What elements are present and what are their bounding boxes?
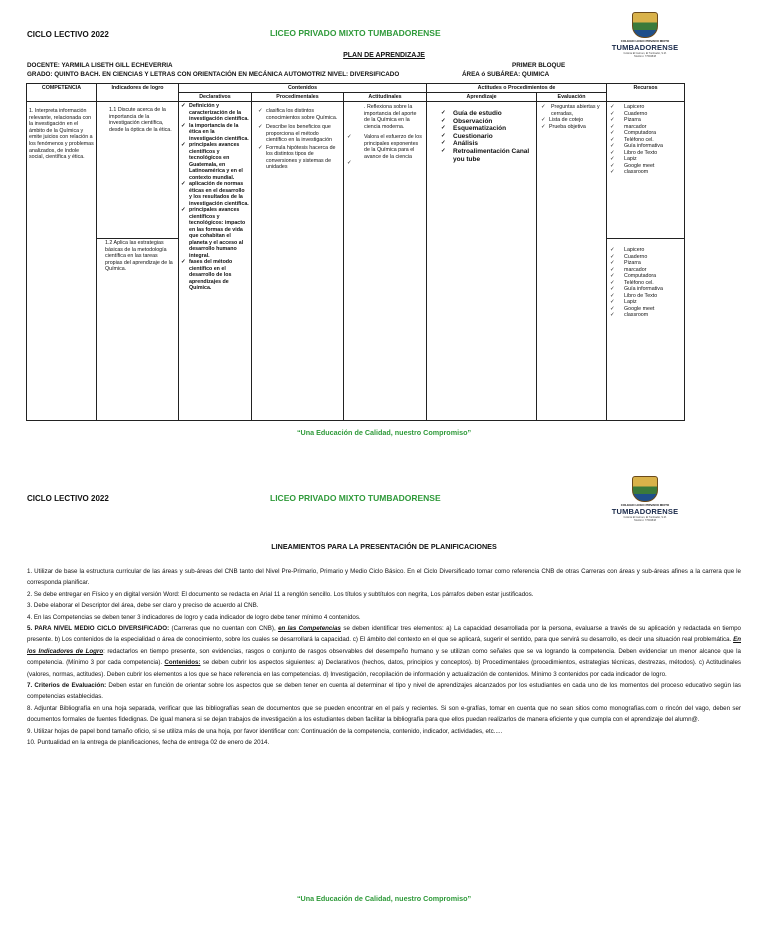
guideline-item: 1. Utilizar de base la estructura curricular de las áreas y sub-áreas del CNB tanto del Nivel Pre-Primario, Primario y Medio Ciclo Básico. En el Ciclo Diversificado tomar como referencia CNB de otras Carreras con áreas y sub-áreas afines a la carrera que le corresponda planificar. (27, 568, 741, 587)
subheader-aprendizaje: Aprendizaje (427, 93, 537, 102)
guideline-text: se deben cubrir los aspectos siguientes: a) Declarativos (hechos, datos, principios y conceptos). b) Procedimentales (procedimientos, estrategias técnicas, destrezas, métodos). c) Actitudinales (valores, normas, actitudes). Deben cubrir los elementos a los que se hace referencia en las competencias. d) Investigación, recopilación de información y actualización de contenidos. Mínimo 3 contenidos por cada indicador de logro. (27, 659, 742, 678)
guideline-emphasis: Contenidos: (164, 659, 201, 667)
teacher-line: DOCENTE: YARMILA LISETH GILL ECHEVERRIA (27, 62, 173, 69)
list-item: ✓ Lapiz (610, 156, 682, 163)
evaluacion-list (541, 104, 604, 130)
actitudinales-list (347, 134, 423, 160)
list-item: ✓ Formula hipótesis hacerca de los distintos tipos de conversiones y sistemas de unidades (258, 145, 339, 171)
logo-name: TUMBADORENSE (611, 43, 679, 52)
guideline-text: : redactarlos en tiempo presente, son evidencias, rasgos o conjunto de rasgos observables del desempeño humano y se utilizan como señales que se va logrando la competencia. Deben evidenciar un menor alcance que la competencia. (Mínimo 3 por cada competencia). (27, 647, 741, 667)
guideline-item (27, 623, 741, 680)
list-item: ✓ Computadora (610, 130, 682, 137)
list-item: ✓ clasifica los distintos conocimientos sobre Química. (258, 108, 339, 121)
shield-icon (632, 12, 658, 38)
header-indicadores: Indicadores de logro (97, 84, 179, 102)
guideline-lead: 5. PARA NIVEL MEDIO CICLO DIVERSIFICADO: (27, 625, 170, 633)
logo-top-text: COLEGIO LICEO PRIVADO MIXTO (620, 39, 670, 43)
list-item: ✓ Lista de cotejo (541, 117, 604, 124)
list-item: ✓ Cuaderno (610, 111, 682, 118)
list-item: ✓ Computadora (610, 273, 682, 280)
school-name: LICEO PRIVADO MIXTO TUMBADORENSE (270, 28, 441, 38)
logo-address: Colonia El Carmen, El Tumbador, S.M. (623, 52, 667, 55)
recursos-cell-2 (607, 239, 685, 421)
indicador-2-cell: 1.2 Aplica las estrategias básicas de la metodología científica en las tareas propias del aprendizaje de la Química. (97, 239, 179, 421)
list-item: ✓ Observación (441, 118, 532, 126)
subheader-declarativos: Declarativos (179, 93, 252, 102)
subheader-actitudinales: Actitudinales (344, 93, 427, 102)
list-item: ✓ classroom (610, 169, 682, 176)
guideline-text: se deben identificar tres elementos: a) La capacidad desarrollada por la persona, evaluarse a través de su aplicación y redactada en tiempo presente. b) Los contenidos de la especialidad o área de conocimiento, sobre los cuales se desarrollará la capacidad. c) El ámbito del contexto en el que se aplicará, sugerir el sentido, para que servirá su desarrollo, es decir una situación real problemática. (27, 625, 741, 644)
page-header-1 (0, 0, 768, 60)
list-item: ✓ Guía de estudio (441, 110, 532, 118)
aprendizaje-list (441, 110, 532, 163)
guideline-item: 10. Puntualidad en la entrega de planificaciones, fecha de entrega 02 de enero de 2014. (27, 739, 270, 747)
list-item: ✓ Cuaderno (610, 254, 682, 261)
list-item: ✓ Describe los beneficios que proporciona el método científico en la investigación (258, 124, 339, 144)
guideline-text: (Carreras que no cuentan con CNB), (169, 625, 279, 633)
list-item: ✓ Guía informativa (610, 143, 682, 150)
guideline-item: 2. Se debe entregar en Físico y en digital versión Word: El documento se redacta en Arial 11 a renglón sencillo. Los títulos y subtítulos con negrita, Los párrafos deben estar justificados. (27, 590, 534, 598)
plan-table (26, 83, 685, 421)
shield-icon (632, 476, 658, 502)
cycle-label: CICLO LECTIVO 2022 (27, 30, 109, 39)
guideline-emphasis: en las Competencias (278, 625, 341, 633)
subheader-procedimentales: Procedimentales (252, 93, 344, 102)
logo-phone: Teléfono: 77694848 (634, 55, 656, 58)
list-item: ✓ Lapicero (610, 104, 682, 111)
list-item: ✓ fases del método científico en el desarrollo de los aprendizajes de Química. (181, 259, 249, 292)
list-item: ✓ principales avances científicos y tecnológicos en Guatemala, en Latinoamérica y en el contexto mundial. (181, 142, 249, 181)
area-line: ÁREA ó SUBÁREA: QUIMICA (462, 71, 550, 78)
recursos-cell-1 (607, 102, 685, 239)
header-recursos: Recursos (607, 84, 685, 102)
list-item: ✓ marcador (610, 267, 682, 274)
grade-line: GRADO: QUINTO BACH. EN CIENCIAS Y LETRAS CON ORIENTACIÓN EN MECÁNICA AUTOMOTRIZ NIVEL: DIVERSIFICADO (27, 71, 400, 78)
logo-address: Colonia El Carmen, El Tumbador, S.M. (623, 516, 667, 519)
subheader-evaluacion: Evaluación (537, 93, 607, 102)
list-item: ✓ Teléfono cel. (610, 137, 682, 144)
list-item: ✓ Esquematización (441, 125, 532, 133)
list-item: ✓ classroom (610, 312, 682, 319)
guidelines-title: LINEAMIENTOS PARA LA PRESENTACIÓN DE PLANIFICACIONES (271, 542, 497, 551)
competencia-cell: 1. Interpreta información relevante, relacionada con la investigación en el ámbito de la Química y emite juicios con relación a los fenómenos y problemas analizados, de índole social, científica y ética. (27, 102, 97, 421)
logo-top-text: COLEGIO LICEO PRIVADO MIXTO (620, 503, 670, 507)
aprendizaje-cell (427, 102, 537, 421)
list-item: ✓ Pizarra (610, 117, 682, 124)
procedimentales-cell (252, 102, 344, 421)
table-header-row (27, 84, 685, 93)
list-item: ✓ Teléfono cel. (610, 280, 682, 287)
list-item: ✓ Libro de Texto (610, 293, 682, 300)
declarativos-list (181, 103, 249, 292)
list-item: ✓ Valora el esfuerzo de los principales exponentes de la Química para el avance de la ciencia (347, 134, 423, 160)
actitudinales-cell (344, 102, 427, 421)
actitudinales-intro: . Reflexiona sobre la importancia del aporte de la Química en la ciencia moderna. (364, 104, 417, 130)
list-item: ✓ Google meet (610, 306, 682, 313)
cycle-label: CICLO LECTIVO 2022 (27, 494, 109, 503)
school-logo (606, 476, 684, 522)
guideline-text: Deben estar en función de orientar sobre los aspectos que se deben tener en cuenta al determinar el tipo y nivel de aprendizajes alcanzados por los estudiantes en cada uno de los momentos del proceso educativo según las competencias establecidas. (27, 682, 741, 701)
indicador-1-cell: 1.1 Discute acerca de la importancia de la investigación científica, desde la óptica de la ética. (97, 102, 179, 239)
block-label: PRIMER BLOQUE (512, 62, 566, 69)
list-item: ✓ la importancia de la ética en la investigación científica. (181, 123, 249, 143)
logo-phone: Teléfono: 77694848 (634, 519, 656, 522)
list-item: ✓ principales avances científicos y tecnológicos: impacto en las formas de vida que cohabitan el planeta y el acceso al desarrollo humano integral. (181, 207, 249, 259)
guideline-lead: 7. Criterios de Evaluación: (27, 682, 107, 690)
school-name: LICEO PRIVADO MIXTO TUMBADORENSE (270, 493, 441, 503)
declarativos-cell (179, 102, 252, 421)
table-row (27, 102, 685, 239)
list-item: ✓ Google meet (610, 163, 682, 170)
header-contenidos: Contenidos (179, 84, 427, 93)
list-item: ✓ aplicación de normas éticas en el desarrollo y los resultados de la investigación científica. (181, 181, 249, 207)
list-item: ✓ Lapiz (610, 299, 682, 306)
evaluacion-cell (537, 102, 607, 421)
guideline-emphasis: En los Indicadores de Logro (27, 636, 741, 655)
list-item: ✓ Cuestionario (441, 133, 532, 141)
plan-title: PLAN DE APRENDIZAJE (343, 52, 425, 59)
guidelines-body (27, 566, 741, 749)
motto-2: “Una Educación de Calidad, nuestro Compromiso” (296, 894, 472, 903)
list-item: ✓ Análisis (441, 140, 532, 148)
list-item: ✓ Guía informativa (610, 286, 682, 293)
guideline-item (27, 680, 741, 703)
list-item: ✓ Prueba objetiva (541, 124, 604, 131)
page-header-2 (0, 468, 768, 528)
list-item: ✓ Definición y caracterización de la investigación científica. (181, 103, 249, 123)
header-actitudes: Actitudes o Procedimientos de (427, 84, 607, 93)
recursos-list-2 (610, 247, 682, 319)
header-competencia: COMPETENCIA (27, 84, 97, 102)
guideline-item: 9. Utilizar hojas de papel bond tamaño oficio, si se utiliza más de una hoja, por favor identificar con: Continuación de la competencia, contenido, indicador, actividades, etc..... (27, 727, 503, 735)
motto-1: “Una Educación de Calidad, nuestro Compromiso” (296, 428, 472, 437)
recursos-list-1 (610, 104, 682, 176)
procedimentales-list (258, 108, 339, 171)
guideline-item: 3. Debe elaborar el Descriptor del área, debe ser claro y preciso de acuerdo al CNB. (27, 602, 259, 610)
list-item: ✓ Libro de Texto (610, 150, 682, 157)
list-item: ✓ marcador (610, 124, 682, 131)
list-item: ✓ Retroalimentación Canal you tube (441, 148, 532, 163)
list-item: ✓ Lapicero (610, 247, 682, 254)
guideline-item: 4. En las Competencias se deben tener 3 indicadores de logro y cada indicador de logro debe tener mínimo 4 contenidos. (27, 613, 361, 621)
logo-name: TUMBADORENSE (611, 507, 679, 516)
guideline-item: 8. Adjuntar Bibliografía en una hoja separada, verificar que las bibliografías sean de documentos que se pueden encontrar en el país y recientes. Si son e-grafías, tomar en cuenta que no sean sitios como monografías.com o rincón del vago, deben ser documentos formales de fuentes fidedignas. De igual manera si se dejan trabajos de investigación a los estudiantes deben facilitar la bibliografía para que ellos puedan realizarlos de manera eficiente y que cumpla con el aprendizaje del alumn@. (27, 704, 741, 724)
list-item: ✓ Pizarra (610, 260, 682, 267)
list-item: ✓ Preguntas abiertas y cerradas, (541, 104, 604, 117)
